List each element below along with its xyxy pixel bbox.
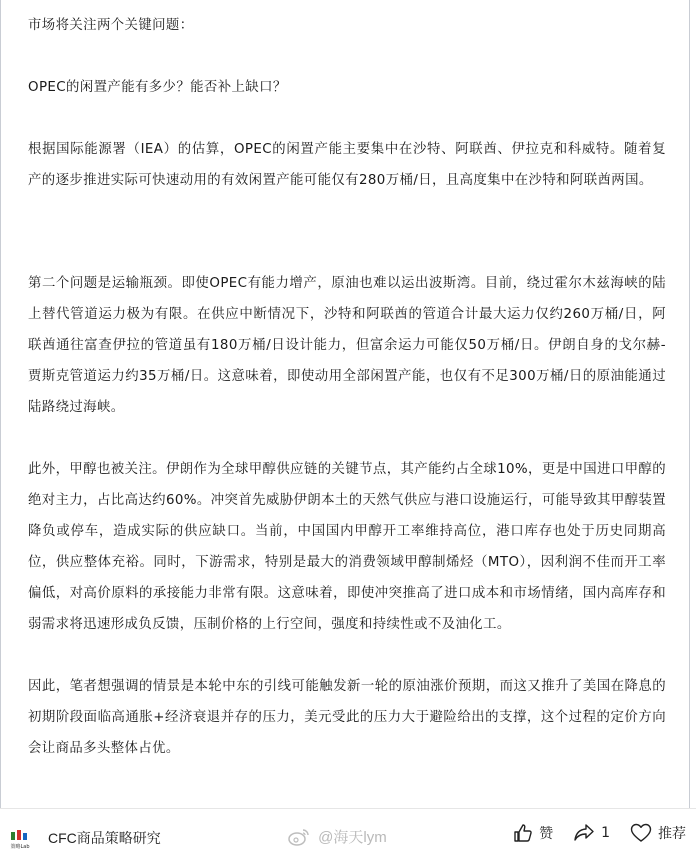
brand-logo-icon[interactable] xyxy=(8,827,32,851)
weibo-watermark xyxy=(288,826,387,847)
svg-text:策略Lab: 策略Lab xyxy=(10,844,30,850)
paragraph-question: OPEC的闲置产能有多少？能否补上缺口？ xyxy=(28,80,287,95)
action-bar xyxy=(493,823,686,843)
paragraph-opec-capacity: 根据国际能源署（IEA）的估算，OPEC的闲置产能主要集中在沙特、阿联酋、伊拉克和科威特。随着复产的逐步推进实际可快速动用的有效闲置产能可能仅有280万桶/日，且高度集中在沙特和阿联酋两国。 xyxy=(28,142,666,188)
article-footer xyxy=(0,808,696,863)
watermark-text: @海天lym xyxy=(318,829,387,846)
spacer xyxy=(28,196,666,268)
share-count: 1 xyxy=(601,825,610,841)
weibo-logo-icon xyxy=(288,828,310,846)
paragraph-conclusion: 因此，笔者想强调的情景是本轮中东的引线可能触发新一轮的原油涨价预期，而这又推升了美国在降息的初期阶段面临高通胀+经济衰退并存的压力，美元受此的压力大于避险给出的支撑，这个过程的定价方向会让商品多头整体占优。 xyxy=(28,679,666,756)
paragraph-intro: 市场将关注两个关键问题： xyxy=(28,18,194,33)
like-button[interactable] xyxy=(513,823,553,843)
recommend-button[interactable] xyxy=(630,823,686,843)
spacer xyxy=(28,423,666,454)
thumbs-up-icon xyxy=(513,823,533,843)
recommend-label: 推荐 xyxy=(658,826,686,842)
like-label: 赞 xyxy=(539,826,554,842)
spacer xyxy=(28,103,666,134)
paragraph-methanol: 此外，甲醇也被关注。伊朗作为全球甲醇供应链的关键节点，其产能约占全球10%，更是中国进口甲醇的绝对主力，占比高达约60%。冲突首先威胁伊朗本土的天然气供应与港口设施运行，可能导致其甲醇装置降负或停车，造成实际的供应缺口。当前，中国国内甲醇开工率维持高位，港口库存也处于历史同期高位，供应整体充裕。同时，下游需求，特别是最大的消费领域甲醇制烯烃（MTO），因利润不佳而开工率偏低，对高价原料的承接能力非常有限。这意味着，即使冲突推高了进口成本和市场情绪，国内高库存和弱需求将迅速形成负反馈，压制价格的上行空间，强度和持续性或不及油化工。 xyxy=(28,462,666,632)
spacer xyxy=(28,41,666,72)
paragraph-transport: 第二个问题是运输瓶颈。即使OPEC有能力增产，原油也难以运出波斯湾。目前，绕过霍尔木兹海峡的陆上替代管道运力极为有限。在供应中断情况下，沙特和阿联酋的管道合计最大运力仅约260万桶/日，阿联酋通往富查伊拉的管道虽有180万桶/日设计能力，但富余运力可能仅50万桶/日。伊朗自身的戈尔赫-贾斯克管道运力约35万桶/日。这意味着，即使动用全部闲置产能，也仅有不足300万桶/日的原油能通过陆路绕过海峡。 xyxy=(28,276,666,415)
heart-icon xyxy=(630,823,652,843)
spacer xyxy=(28,640,666,671)
share-icon xyxy=(573,823,595,843)
share-button[interactable] xyxy=(573,823,610,843)
brand-name[interactable]: CFC商品策略研究 xyxy=(48,830,161,846)
